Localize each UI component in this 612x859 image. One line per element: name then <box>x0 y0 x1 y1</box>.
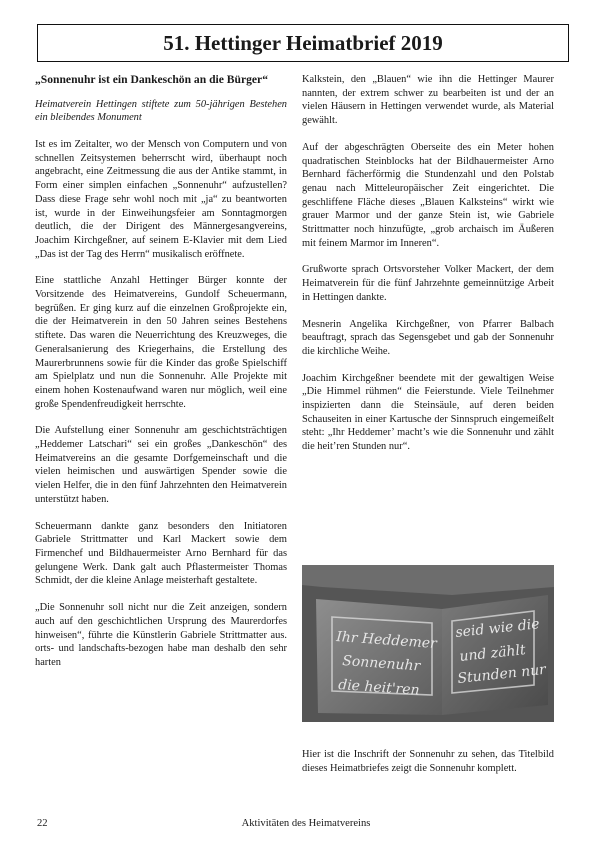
photo-caption <box>302 748 554 775</box>
article-subheadline: Heimatverein Hettingen stiftete zum 50-jährigen Bestehen ein bleibendes Monument <box>35 98 287 124</box>
sundial-stone-graphic <box>302 565 554 722</box>
inscription-line: Sonnenuhr <box>341 653 421 675</box>
article-paragraph: Scheuermann dankte ganz besonders den Initiatoren Gabriele Strittmatter und Karl Mackert sowie dem Firmenchef und Bildhauermeister Arno Bernhard für das gelungene Werk. Dank galt auch Pflastermeister Thomas Schmidt, der die kleine Anlage meisterhaft gestaltete. <box>35 520 287 587</box>
inscription-line: und zählt <box>458 642 527 665</box>
right-column <box>302 73 554 467</box>
sundial-inscription-photo <box>302 565 554 722</box>
article-paragraph: Ist es im Zeitalter, wo der Mensch von Computern und von schnellen Zeitsystemen beherrscht wird, überhaupt noch angebracht, eine Zeitmessung die aus der Antike stammt, in Form einer simplen einfachen „Sonnenuhr“ aufzustellen? Dass diese Frage sehr wohl noch mit „ja“ zu beantworten ist, wurde in der Einweihungsfeier am Sonntagmorgen deutlich, die der Dirigent des Männergesangvereins, Joachim Kirchgeßner, auf seinem E-Klavier mit dem Lied „Das ist der Tag des Herrn“ musikalisch eröffnete. <box>35 139 287 260</box>
article-paragraph: Mesnerin Angelika Kirchgeßner, von Pfarrer Balbach beauftragt, sprach das Segensgebet und gab der Sonnenuhr die kirchliche Weihe. <box>302 318 554 357</box>
footer-section-title: Aktivitäten des Heimatvereins <box>241 818 371 829</box>
inscription-line: die heit'ren <box>337 677 421 699</box>
magazine-title: 51. Hettinger Heimatbrief 2019 <box>163 30 443 55</box>
article-paragraph: Die Aufstellung einer Sonnenuhr am geschichtsträchtigen „Heddemer Latschari“ sei ein großes „Dankeschön“ des Heimatvereins an die gesamte Dorfgemeinschaft und die vielen heimischen und auswärtigen Spender sowie die vielen Helfer, die in den fünf Jahrzehnten den Heimatverein unterstützt haben. <box>35 425 287 505</box>
page-header <box>37 24 569 62</box>
left-column <box>35 73 287 683</box>
article-paragraph: Grußworte sprach Ortsvorsteher Volker Mackert, der dem Heimatverein für die fünf Jahrzehnte gemeinnützige Arbeit in Hettingen dankte. <box>302 264 554 303</box>
article-paragraph: Kalkstein, den „Blauen“ wie ihn die Hettinger Maurer nannten, der extrem schwer zu bearbeiten ist und der an vielen Häusern in Hettingen verwendet wurde, als Material gewählt. <box>302 74 554 127</box>
article-headline: „Sonnenuhr ist ein Dankeschön an die Bürger“ <box>35 73 268 86</box>
page-number: 22 <box>37 818 48 829</box>
article-paragraph: Auf der abgeschrägten Oberseite des ein Meter hohen quadratischen Steinblocks hat der Bildhauermeister Arno Bernhard fächerförmig die Stundenzahl und den Polstab genau nach Mitteleuropäischer Zeit eingerichtet. Die geschliffene Fläche dieses „Blauen Kalksteins“ wirkt wie grauer Marmor und der ganze Stein ist, wie Gabriele Strittmatter noch hinzufügte, „grob archaisch im Äußeren mit feinem Marmor im Inneren“. <box>302 141 554 249</box>
inscription-line: Ihr Heddemer <box>335 629 438 653</box>
caption-text: Hier ist die Inschrift der Sonnenuhr zu sehen, das Titelbild dieses Heimatbriefes zeigt die Sonnenuhr komplett. <box>302 749 554 774</box>
article-paragraph: „Die Sonnenuhr soll nicht nur die Zeit anzeigen, sondern auch auf den geschichtlichen Ursprung des Maurerdorfes hinweisen“, führte die Künstlerin Gabriele Strittmatter aus. orts- und landschafts-bezogen habe man deshalb den sehr harten <box>35 602 287 668</box>
article-paragraph: Joachim Kirchgeßner beendete mit der gewaltigen Weise „Die Himmel rühmen“ die Feierstunde. Viele Teilnehmer inspizierten dann die Steinsäule, auf deren beiden Schauseiten in einer Kartusche der Sinnspruch eingemeißelt steht: „Ihr Heddemer’ macht’s wie die Sonnenuhr und zählt die heit’ren Stunden nur“. <box>302 372 554 453</box>
article-paragraph: Eine stattliche Anzahl Hettinger Bürger konnte der Vorsitzende des Heimatvereins, Gundolf Scheuermann, begrüßen. Er ging kurz auf die einzelnen Großprojekte ein, die der Heimatverein in den 50 Jahren seines Bestehens stiftete. Das waren die Neuerrichtung des Kreuzweges, die Generalsanierung des Kriegerhains, die Erstellung des Maurerbrunnens sowie für die Kinder das große Spielschiff am Spielplatz und nun die Sonnenuhr. Alle Projekte mit einem hohen Kostenaufwand waren nur möglich, weil eine große Spendenfreudigkeit herrschte. <box>35 275 287 410</box>
inscription-line: Stunden nur <box>456 661 547 687</box>
inscription-line: seid wie die <box>454 616 541 641</box>
